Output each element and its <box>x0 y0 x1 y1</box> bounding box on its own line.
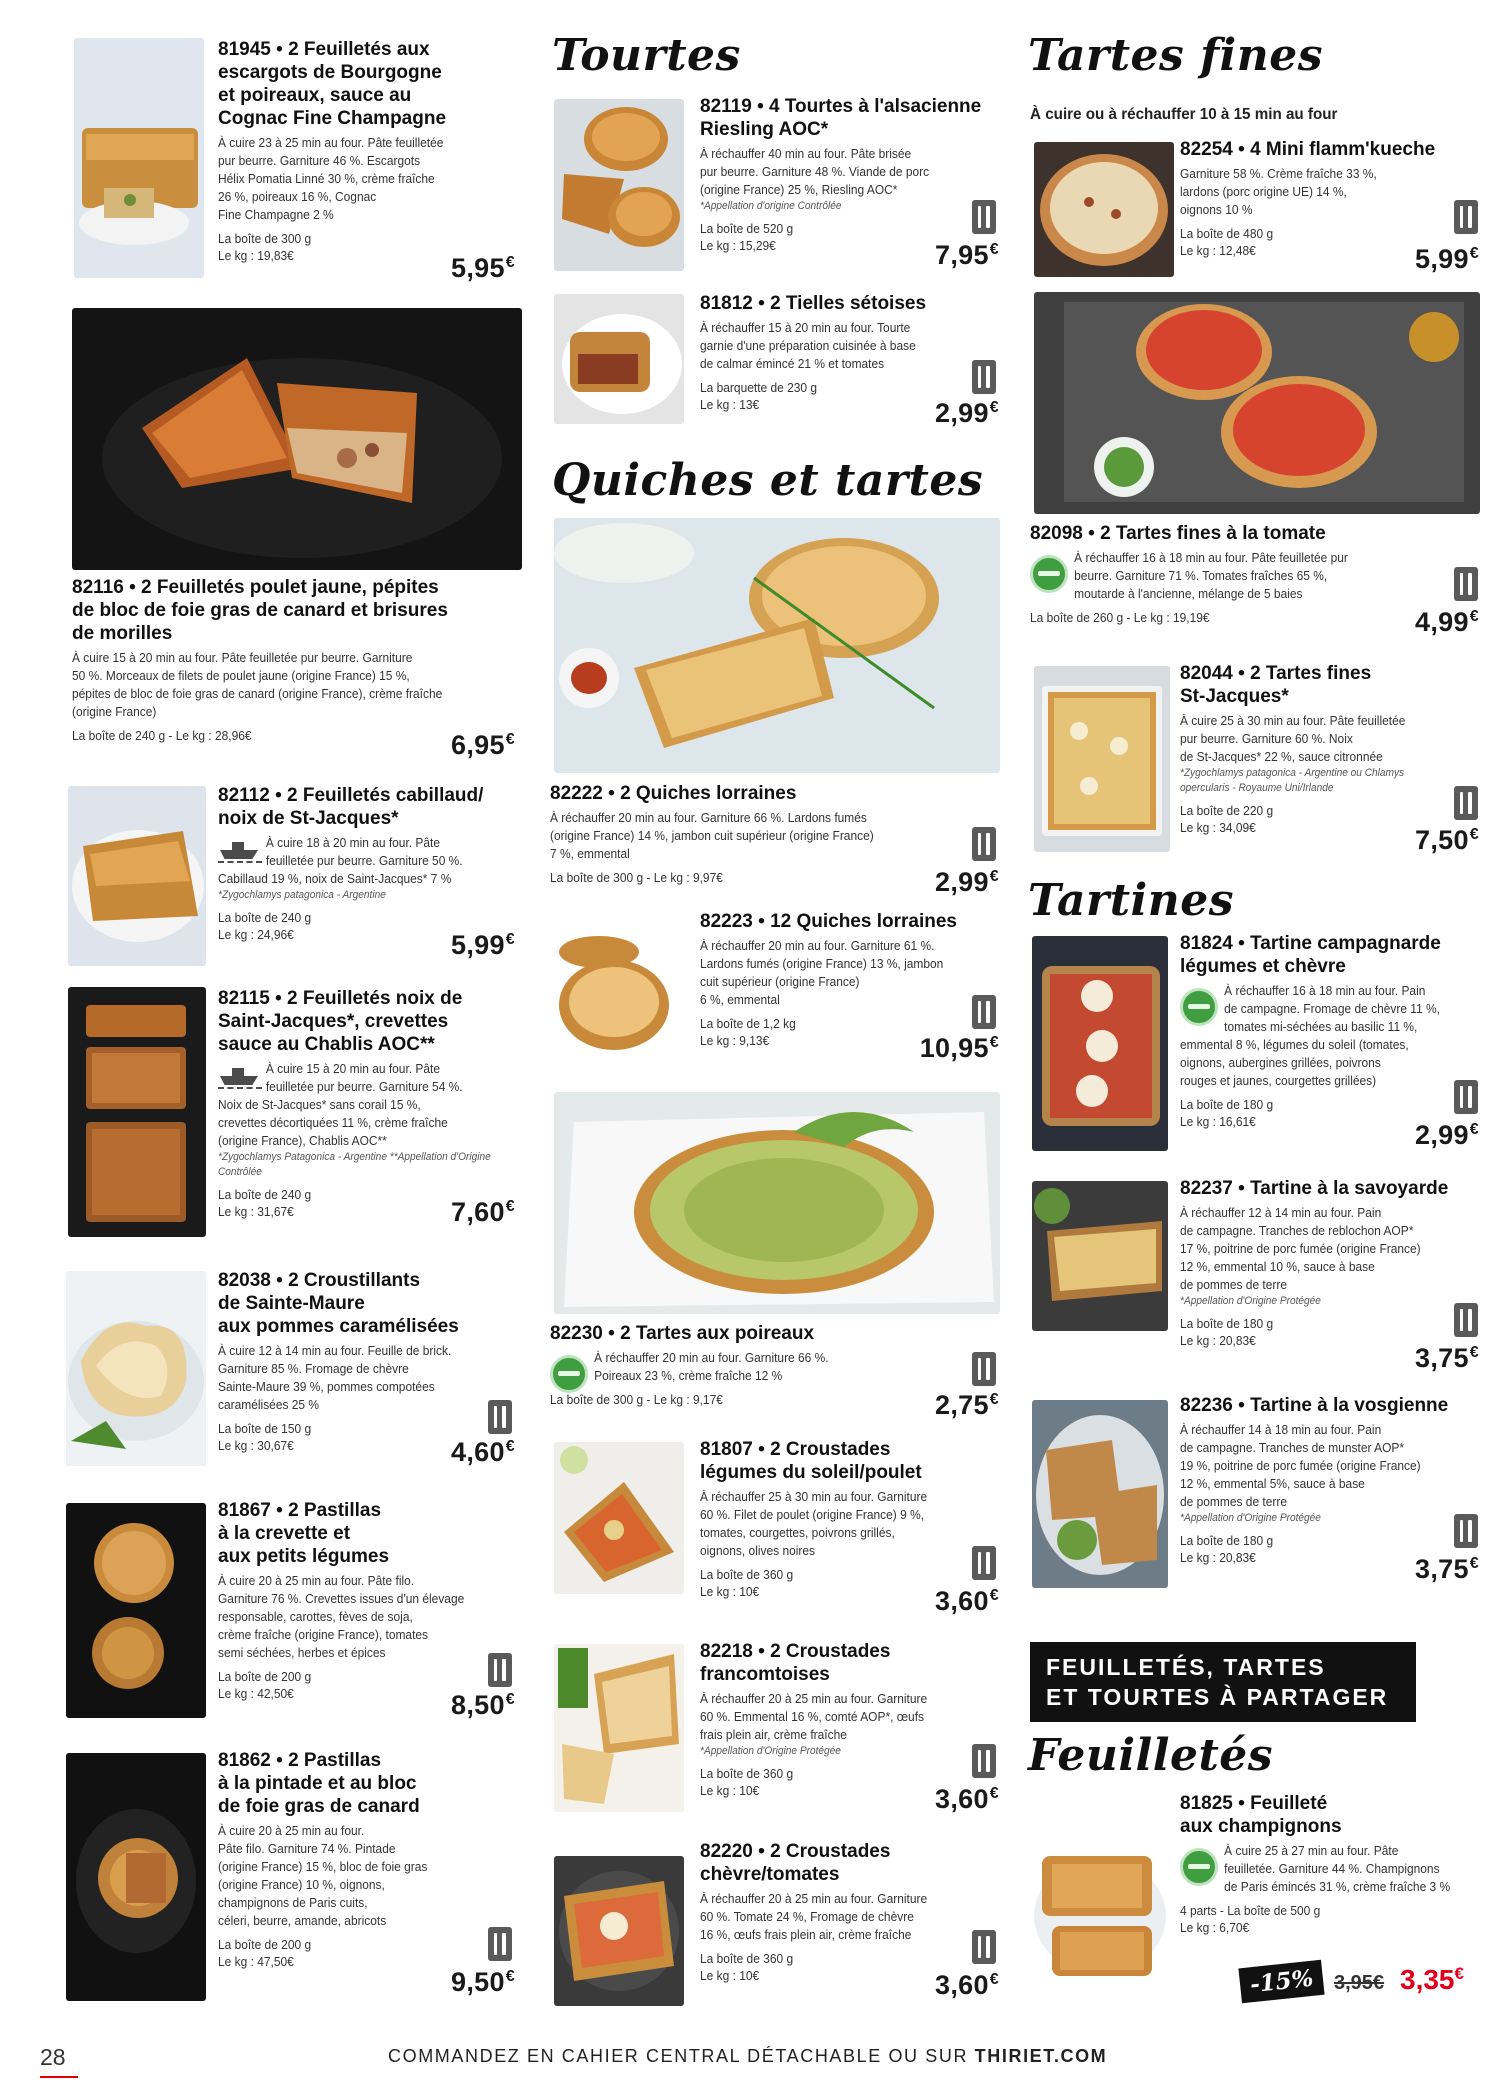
product-title: 82230 • 2 Tartes aux poireaux <box>550 1323 815 1344</box>
tarte-fine-st-jacques-image <box>1034 666 1170 852</box>
product-81807[interactable] <box>548 1438 1003 1628</box>
product-pack: La boîte de 520 g Le kg : 15,29€ <box>700 221 794 253</box>
product-description: À cuire 18 à 20 min au four. Pâte feuilletée pur beurre. Garniture 50 %. <box>265 835 463 868</box>
product-description: À cuire 15 à 20 min au four. Pâte feuilletée pur beurre. Garniture 50 %. Morceaux de filets de poulet jaune (origine France) 15 %, pépites de bloc de foie gras de canard (origine France), crème fraîche (origine France) <box>72 650 443 719</box>
product-description: À réchauffer 12 à 14 min au four. Pain de campagne. Tranches de reblochon AOP* 17 %, poitrine de porc fumée (origine France) 12 %, emmental 10 %, sauce à base de pommes de terre <box>1180 1205 1421 1292</box>
product-photo <box>72 308 522 570</box>
product-price: 5,95€ <box>451 253 515 283</box>
product-title: 81945 • 2 Feuilletés aux escargots de Bourgogne et poireaux, sauce au Cognac Fine Champagne <box>218 39 447 129</box>
feuillete-poulet-image <box>72 308 522 570</box>
product-photo <box>74 38 204 278</box>
cutlery-icon <box>972 1744 996 1778</box>
section-title-tourtes: Tourtes <box>552 30 741 81</box>
product-photo <box>554 1442 684 1594</box>
product-title: 82236 • Tartine à la vosgienne <box>1180 1395 1449 1416</box>
product-pack: La boîte de 300 g - Le kg : 9,97€ <box>550 870 723 885</box>
product-82223[interactable] <box>548 910 1003 1070</box>
product-photo <box>1032 1796 1168 2001</box>
product-description-cont: emmental 8 %, légumes du soleil (tomates, oignons, aubergines grillées, poivrons rouges et jaunes, courgettes grillées) <box>1180 1037 1409 1088</box>
product-title: 81812 • 2 Tielles sétoises <box>700 293 927 314</box>
product-title: 82237 • Tartine à la savoyarde <box>1180 1178 1449 1199</box>
croustade-francomtoise-image <box>554 1644 684 1812</box>
cutlery-icon <box>972 360 996 394</box>
pastilla-pintade-image <box>66 1753 206 2001</box>
product-description: À cuire 12 à 14 min au four. Feuille de brick. Garniture 85 %. Fromage de chèvre Sainte-Maure 39 %, pommes compotées caramélisées 25 % <box>218 1343 452 1412</box>
product-price: 3,35€ <box>1400 1964 1464 1995</box>
product-photo <box>66 1503 206 1718</box>
product-82218[interactable] <box>548 1640 1003 1820</box>
product-82220[interactable] <box>548 1840 1003 2015</box>
quiche-hero-photo <box>554 518 1000 773</box>
feuillete-escargots-image <box>74 38 204 278</box>
product-price: 5,99€ <box>1415 244 1479 274</box>
product-description: À cuire 25 à 27 min au four. Pâte feuilletée. Garniture 44 %. Champignons de Paris émincés 31 %, crème fraîche 3 % <box>1224 1843 1451 1894</box>
product-81824[interactable] <box>1028 930 1483 1160</box>
product-price: 2,99€ <box>935 867 999 897</box>
product-81862[interactable] <box>60 1745 525 2010</box>
product-81867[interactable] <box>60 1495 525 1725</box>
product-pack: La boîte de 180 g Le kg : 16,61€ <box>1180 1097 1274 1129</box>
product-price: 2,75€ <box>935 1390 999 1420</box>
product-description: À réchauffer 20 min au four. Garniture 66 %. Poireaux 23 %, crème fraîche 12 % <box>594 1350 829 1383</box>
product-price: 3,75€ <box>1415 1554 1479 1584</box>
product-82119[interactable] <box>548 95 1003 280</box>
tarte-poireaux-image <box>554 1092 1000 1314</box>
cutlery-icon <box>488 1927 512 1961</box>
page-number-underline <box>40 2076 78 2078</box>
product-pack: La boîte de 180 g Le kg : 20,83€ <box>1180 1533 1274 1565</box>
product-title: 81862 • 2 Pastillas à la pintade et au bloc de foie gras de canard <box>218 1750 420 1817</box>
product-pack: La boîte de 150 g Le kg : 30,67€ <box>218 1421 312 1453</box>
product-pack: La boîte de 360 g Le kg : 10€ <box>700 1766 794 1798</box>
product-description: À réchauffer 25 à 30 min au four. Garniture 60 %. Filet de poulet (origine France) 9 %, tomates, courgettes, poivrons grillés, oignons, olives noires <box>700 1489 928 1558</box>
product-82236[interactable] <box>1028 1392 1483 1602</box>
product-description: À réchauffer 20 min au four. Garniture 61 %. Lardons fumés (origine France) 13 %, jambon cuit supérieur (origine France) 6 %, emmental <box>700 938 944 1007</box>
footer-order-text: COMMANDEZ EN CAHIER CENTRAL DÉTACHABLE OU SUR THIRIET.COM <box>388 2046 1108 2066</box>
tarte-fine-tomate-image <box>1034 292 1480 514</box>
cutlery-icon <box>488 1653 512 1687</box>
product-pack: La boîte de 240 g - Le kg : 28,96€ <box>72 728 252 743</box>
cutlery-icon <box>972 827 996 861</box>
product-description: À réchauffer 40 min au four. Pâte brisée pur beurre. Garniture 48 %. Viande de porc (origine France) 25 %, Riesling AOC* <box>700 146 930 197</box>
product-price: 3,60€ <box>935 1970 999 2000</box>
product-pack: La boîte de 1,2 kg Le kg : 9,13€ <box>700 1016 796 1048</box>
product-description: À cuire 15 à 20 min au four. Pâte feuilletée pur beurre. Garniture 54 %. <box>265 1061 463 1094</box>
croustade-chevre-image <box>554 1856 684 2006</box>
cutlery-icon <box>488 1400 512 1434</box>
product-photo <box>554 1856 684 2006</box>
cutlery-icon <box>972 1930 996 1964</box>
share-banner: FEUILLETÉS, TARTES ET TOURTES À PARTAGER <box>1030 1642 1416 1722</box>
product-note: *Appellation d'Origine Protégée <box>1180 1295 1321 1307</box>
section-title-tartines: Tartines <box>1028 875 1235 926</box>
product-price: 7,95€ <box>935 240 999 270</box>
product-pack: La boîte de 200 g Le kg : 42,50€ <box>218 1669 312 1701</box>
section-title-feuilletes: Feuilletés <box>1028 1730 1274 1781</box>
product-82038[interactable] <box>60 1265 525 1470</box>
product-price: 4,60€ <box>451 1437 515 1467</box>
pastilla-crevette-image <box>66 1503 206 1718</box>
product-pack: La boîte de 200 g Le kg : 47,50€ <box>218 1937 312 1969</box>
product-photo <box>1032 1181 1168 1331</box>
product-82115[interactable] <box>60 985 525 1240</box>
product-description: À réchauffer 20 à 25 min au four. Garniture 60 %. Tomate 24 %, Fromage de chèvre 16 %, œufs frais plein air, crème fraîche <box>700 1891 928 1942</box>
promo-badge: -15% <box>1238 1960 1325 2004</box>
product-description-cont: Cabillaud 19 %, noix de Saint-Jacques* 7 % <box>218 871 452 886</box>
product-photo <box>554 930 684 1060</box>
product-description-cont: Noix de St-Jacques* sans corail 15 %, crevettes décortiquées 11 %, crème fraîche (origine France), Chablis AOC** <box>218 1097 448 1148</box>
product-description: À réchauffer 15 à 20 min au four. Tourte garnie d'une préparation cuisinée à base de calmar émincé 21 % et tomates <box>700 320 916 371</box>
product-description: À cuire 25 à 30 min au four. Pâte feuilletée pur beurre. Garniture 60 %. Noix de St-Jacques* 22 %, sauce citronnée <box>1180 713 1406 764</box>
product-title: 82038 • 2 Croustillants de Sainte-Maure aux pommes caramélisées <box>218 1270 459 1337</box>
section-subtitle: À cuire ou à réchauffer 10 à 15 min au four <box>1030 106 1338 123</box>
cutlery-icon <box>972 200 996 234</box>
product-pack: La boîte de 260 g - Le kg : 19,19€ <box>1030 610 1210 625</box>
tartine-savoyarde-image <box>1032 1181 1168 1331</box>
tartine-campagnarde-image <box>1032 936 1168 1151</box>
cutlery-icon <box>1454 786 1478 820</box>
product-description: À réchauffer 16 à 18 min au four. Pâte feuilletée pur beurre. Garniture 71 %. Tomates fraîches 65 %, moutarde à l'ancienne, mélange de 5 baies <box>1074 550 1348 601</box>
product-note: *Zygochlamys patagonica - Argentine <box>218 889 386 901</box>
product-pack: La boîte de 300 g Le kg : 19,83€ <box>218 231 312 263</box>
product-description: À cuire 23 à 25 min au four. Pâte feuilletée pur beurre. Garniture 46 %. Escargots Hélix Pomatia Linné 30 %, crème fraîche 26 %, poireaux 16 %, Cognac Fine Champagne 2 % <box>218 135 444 222</box>
product-price: 8,50€ <box>451 1690 515 1720</box>
section-title-quiches: Quiches et tartes <box>552 455 984 506</box>
product-pack: La boîte de 220 g Le kg : 34,09€ <box>1180 803 1274 835</box>
product-title: 82222 • 2 Quiches lorraines <box>550 783 797 804</box>
product-title: 81824 • Tartine campagnarde légumes et chèvre <box>1180 933 1441 977</box>
product-photo <box>68 987 206 1237</box>
product-82230[interactable] <box>548 1322 1003 1432</box>
product-price: 10,95€ <box>919 1033 999 1063</box>
product-pack: La boîte de 480 g Le kg : 12,48€ <box>1180 226 1274 258</box>
product-note: *Appellation d'Origine Protégée <box>1180 1512 1321 1524</box>
product-photo <box>554 1644 684 1812</box>
product-title: 81867 • 2 Pastillas à la crevette et aux petits légumes <box>218 1500 390 1567</box>
product-description: À réchauffer 16 à 18 min au four. Pain de campagne. Fromage de chèvre 11 %, tomates mi-séchées au basilic 11 %, <box>1224 983 1441 1034</box>
flammkueche-image <box>1034 142 1174 277</box>
product-photo <box>66 1271 206 1466</box>
product-82116[interactable] <box>60 300 525 770</box>
product-note: *Appellation d'origine Contrôlée <box>700 200 842 212</box>
product-title: 82112 • 2 Feuilletés cabillaud/ noix de St-Jacques* <box>218 785 484 829</box>
product-pack: La boîte de 360 g Le kg : 10€ <box>700 1567 794 1599</box>
product-description: À réchauffer 14 à 18 min au four. Pain de campagne. Tranches de munster AOP* 19 %, poitrine de porc fumée (origine France) 12 %, emmental 5%, sauce à base de pommes de terre <box>1180 1422 1421 1509</box>
product-81812[interactable] <box>548 290 1003 440</box>
product-title: 82119 • 4 Tourtes à l'alsacienne Riesling AOC* <box>700 96 982 140</box>
cutlery-icon <box>1454 1514 1478 1548</box>
product-photo <box>554 294 684 424</box>
product-photo <box>68 786 206 966</box>
product-pack: La boîte de 240 g Le kg : 31,67€ <box>218 1187 312 1219</box>
product-81825[interactable] <box>1028 1792 1483 2012</box>
product-description: À cuire 20 à 25 min au four. Pâte filo. Garniture 76 %. Crevettes issues d'un élevage responsable, carottes, fèves de soja, crème fraîche (origine France), tomates semi séchées, herbes et épices <box>218 1573 465 1660</box>
cutlery-icon <box>1454 1303 1478 1337</box>
cutlery-icon <box>972 1546 996 1580</box>
product-title: 82098 • 2 Tartes fines à la tomate <box>1030 523 1326 544</box>
product-pack: La boîte de 360 g Le kg : 10€ <box>700 1951 794 1983</box>
product-title: 82220 • 2 Croustades chèvre/tomates <box>700 1841 891 1885</box>
product-price: 7,60€ <box>451 1197 515 1227</box>
page-number: 28 <box>40 2044 66 2070</box>
product-title: 82115 • 2 Feuilletés noix de Saint-Jacques*, crevettes sauce au Chablis AOC** <box>218 988 463 1055</box>
product-photo <box>1032 1400 1168 1588</box>
quiche-lorraine-image <box>554 518 1000 773</box>
tarte-tomate-photo <box>1034 292 1480 514</box>
cutlery-icon <box>1454 200 1478 234</box>
product-description: À réchauffer 20 min au four. Garniture 66 %. Lardons fumés (origine France) 14 %, jambon cuit supérieur (origine France) 7 %, emmental <box>550 810 874 861</box>
product-price: 4,99€ <box>1415 607 1479 637</box>
tielle-image <box>554 294 684 424</box>
product-price: 2,99€ <box>1415 1120 1479 1150</box>
product-pack: La barquette de 230 g Le kg : 13€ <box>700 380 818 412</box>
cutlery-icon <box>1454 567 1478 601</box>
product-price: 2,99€ <box>935 398 999 428</box>
product-pack: 4 parts - La boîte de 500 g Le kg : 6,70€ <box>1180 1903 1321 1935</box>
product-title: 82116 • 2 Feuilletés poulet jaune, pépites de bloc de foie gras de canard et brisures de morilles <box>72 577 448 644</box>
product-photo <box>1034 142 1174 277</box>
product-photo <box>1034 666 1170 852</box>
product-photo <box>1032 936 1168 1151</box>
product-pack: La boîte de 180 g Le kg : 20,83€ <box>1180 1316 1274 1348</box>
product-title: 81807 • 2 Croustades légumes du soleil/poulet <box>700 1439 922 1483</box>
product-photo <box>554 99 684 271</box>
croustade-soleil-image <box>554 1442 684 1594</box>
old-price: 3,95€ <box>1334 1972 1385 1994</box>
feuillete-champignons-image <box>1032 1796 1168 2001</box>
product-price: 7,50€ <box>1415 825 1479 855</box>
product-82098[interactable] <box>1028 522 1483 642</box>
product-price: 3,60€ <box>935 1586 999 1616</box>
product-title: 81825 • Feuilleté aux champignons <box>1180 1793 1342 1837</box>
tartine-vosgienne-image <box>1032 1400 1168 1588</box>
product-title: 82218 • 2 Croustades francomtoises <box>700 1641 891 1685</box>
product-pack: La boîte de 300 g - Le kg : 9,17€ <box>550 1392 723 1407</box>
cutlery-icon <box>972 995 996 1029</box>
product-title: 82044 • 2 Tartes fines St-Jacques* <box>1180 663 1372 707</box>
page-footer <box>0 2036 1512 2090</box>
cutlery-icon <box>1454 1080 1478 1114</box>
product-photo <box>66 1753 206 2001</box>
product-82222[interactable] <box>548 782 1003 902</box>
product-82237[interactable] <box>1028 1175 1483 1385</box>
tourte-image <box>554 99 684 271</box>
product-description: À réchauffer 20 à 25 min au four. Garniture 60 %. Emmental 16 %, comté AOP*, œufs frais plein air, crème fraîche <box>700 1691 928 1742</box>
product-82044[interactable] <box>1028 660 1483 860</box>
product-82112[interactable] <box>60 780 525 970</box>
product-title: 82254 • 4 Mini flamm'kueche <box>1180 139 1436 160</box>
product-price: 5,99€ <box>451 930 515 960</box>
product-title: 82223 • 12 Quiches lorraines <box>700 911 957 932</box>
product-pack: La boîte de 240 g Le kg : 24,96€ <box>218 910 312 942</box>
product-note: *Appellation d'Origine Protégée <box>700 1745 841 1757</box>
product-note: *Zygochlamys Patagonica - Argentine **Appellation d'Origine Contrôlée <box>218 1151 491 1178</box>
product-price: 6,95€ <box>451 730 515 760</box>
footer-site-link[interactable]: THIRIET.COM <box>974 2046 1108 2066</box>
product-price: 9,50€ <box>451 1967 515 1997</box>
product-note: *Zygochlamys patagonica - Argentine ou Chlamys opercularis - Royaume Uni/Irlande <box>1180 767 1405 794</box>
mini-quiche-image <box>554 930 684 1060</box>
feuillete-saint-jacques-image <box>68 987 206 1237</box>
tarte-poireaux-photo <box>554 1092 1000 1314</box>
product-81945[interactable] <box>60 30 525 283</box>
product-price: 3,75€ <box>1415 1343 1479 1373</box>
product-description: À cuire 20 à 25 min au four. Pâte filo. Garniture 74 %. Pintade (origine France) 15 %, bloc de foie gras (origine France) 10 %, oignons, champignons de Paris cuits, céleri, beurre, amande, abricots <box>218 1823 428 1928</box>
product-82254[interactable] <box>1028 138 1483 288</box>
section-title-tartes-fines: Tartes fines <box>1028 30 1324 81</box>
product-price: 3,60€ <box>935 1784 999 1814</box>
product-description: Garniture 58 %. Crème fraîche 33 %, lardons (porc origine UE) 14 %, oignons 10 % <box>1180 166 1377 217</box>
croustillant-image <box>66 1271 206 1466</box>
cutlery-icon <box>972 1352 996 1386</box>
feuillete-cabillaud-image <box>68 786 206 966</box>
